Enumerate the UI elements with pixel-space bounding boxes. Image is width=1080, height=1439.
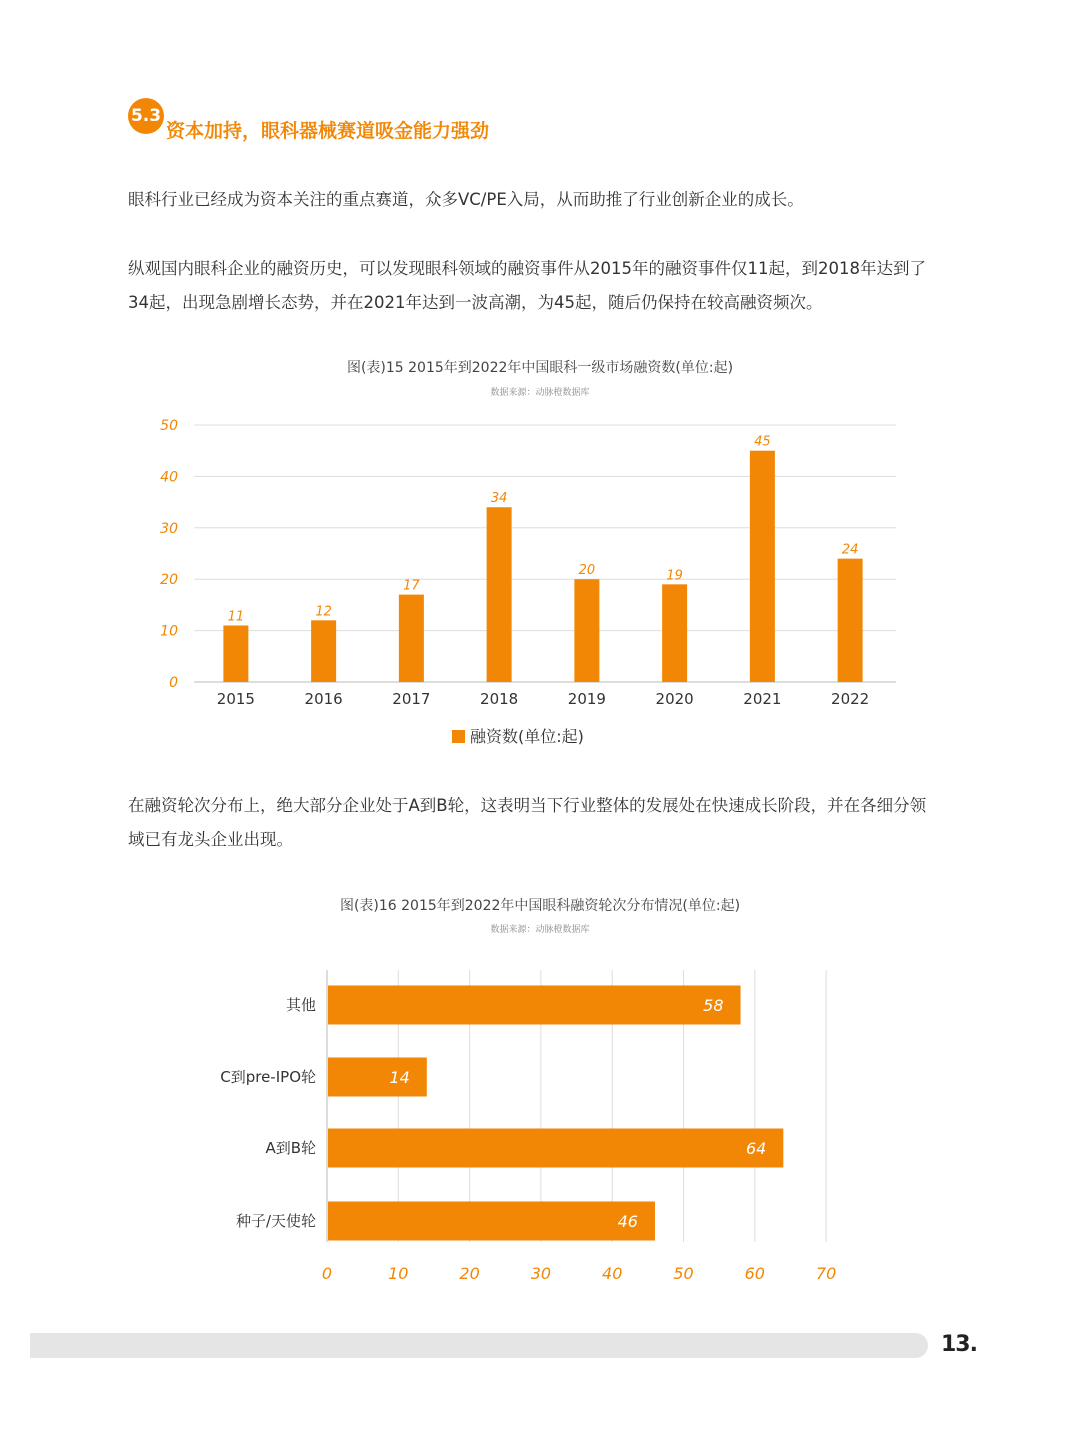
chart2-x-tick-label: 0 bbox=[321, 1264, 333, 1283]
chart1-bar bbox=[662, 584, 687, 682]
chart1-x-tick-label: 2019 bbox=[567, 690, 606, 708]
chart2-source: 数据来源：动脉橙数据库 bbox=[490, 925, 590, 935]
chart1-x-tick-label: 2018 bbox=[480, 690, 519, 708]
chart2-x-tick-label: 30 bbox=[530, 1264, 552, 1283]
chart2-data-label: 46 bbox=[617, 1212, 638, 1231]
chart1-x-tick-label: 2015 bbox=[216, 690, 255, 708]
chart1-bar bbox=[750, 451, 775, 682]
chart2-category-label: C到pre-IPO轮 bbox=[220, 1068, 316, 1086]
chart2-data-label: 58 bbox=[703, 996, 724, 1015]
chart2-category-label: 其他 bbox=[285, 996, 316, 1014]
chart1-y-tick-label: 10 bbox=[160, 623, 178, 640]
chart1-y-tick-label: 40 bbox=[160, 469, 178, 486]
paragraph-intro: 眼科行业已经成为资本关注的重点赛道，众多VC/PE入局，从而助推了行业创新企业的成长。 bbox=[128, 190, 804, 209]
chart2-bar bbox=[328, 986, 741, 1025]
chart2-x-tick-label: 60 bbox=[744, 1264, 765, 1283]
chart1-data-label: 20 bbox=[578, 563, 596, 579]
chart2-bar bbox=[328, 1058, 427, 1097]
chart1-y-tick-label: 20 bbox=[160, 572, 178, 589]
chart2-title: 图(表)16 2015年到2022年中国眼科融资轮次分布情况(单位:起) bbox=[339, 898, 741, 914]
chart1-bar bbox=[574, 579, 599, 682]
chart2-category-label: A到B轮 bbox=[265, 1139, 316, 1157]
chart1-data-label: 11 bbox=[227, 609, 245, 625]
chart1-x-tick-label: 2021 bbox=[743, 690, 782, 708]
chart2-x-tick-label: 40 bbox=[602, 1264, 623, 1283]
section-number-badge: 5.3 bbox=[128, 98, 164, 134]
chart1-title: 图(表)15 2015年到2022年中国眼科一级市场融资数(单位:起) bbox=[346, 360, 734, 376]
chart1-data-label: 12 bbox=[315, 604, 332, 620]
page-number: 13. bbox=[941, 1332, 977, 1357]
section-title: 资本加持，眼科器械赛道吸金能力强劲 bbox=[166, 120, 490, 142]
chart2-bar bbox=[328, 1202, 655, 1241]
chart1-x-tick-label: 2022 bbox=[831, 690, 870, 708]
chart1-x-tick-label: 2017 bbox=[392, 690, 431, 708]
chart1-data-label: 34 bbox=[490, 491, 508, 507]
chart2-category-label: 种子/天使轮 bbox=[235, 1212, 316, 1230]
chart2-bar bbox=[328, 1129, 783, 1168]
chart1-y-tick-label: 0 bbox=[169, 675, 178, 691]
chart1-data-label: 19 bbox=[666, 568, 683, 584]
chart1-y-tick-label: 50 bbox=[160, 418, 178, 434]
chart1-bar bbox=[487, 507, 512, 682]
chart2-data-label: 14 bbox=[389, 1068, 410, 1087]
chart1-legend-swatch bbox=[452, 730, 465, 743]
chart1-bar bbox=[399, 595, 424, 682]
chart1-y-tick-label: 30 bbox=[160, 520, 178, 537]
paragraph-round-distribution: 在融资轮次分布上，绝大部分企业处于A到B轮，这表明当下行业整体的发展处在快速成长阶段，并在各细分领域已有龙头企业出现。 bbox=[128, 796, 927, 849]
chart1-data-label: 17 bbox=[403, 578, 420, 594]
financing-count-bar-chart bbox=[0, 410, 1080, 760]
chart1-legend-label: 融资数(单位:起) bbox=[470, 727, 584, 746]
chart2-data-label: 64 bbox=[745, 1139, 767, 1158]
chart1-bar bbox=[223, 625, 248, 682]
chart1-x-tick-label: 2020 bbox=[655, 690, 694, 708]
chart2-x-tick-label: 70 bbox=[815, 1264, 837, 1283]
round-distribution-bar-chart bbox=[0, 960, 1080, 1300]
chart1-bar bbox=[838, 559, 863, 682]
paragraph-financing-history: 纵观国内眼科企业的融资历史，可以发现眼科领域的融资事件从2015年的融资事件仅11起，到2018年达到了34起，出现急剧增长态势，并在2021年达到一波高潮，为45起，随后仍保持在较高融资频次。 bbox=[128, 259, 926, 312]
chart1-x-tick-label: 2016 bbox=[304, 690, 343, 708]
footer-bar bbox=[30, 1333, 928, 1358]
chart1-data-label: 24 bbox=[841, 542, 859, 558]
chart1-data-label: 45 bbox=[754, 434, 771, 450]
chart2-x-tick-label: 20 bbox=[459, 1264, 480, 1283]
chart1-bar bbox=[311, 620, 336, 682]
chart2-x-tick-label: 50 bbox=[673, 1264, 694, 1283]
chart2-x-tick-label: 10 bbox=[388, 1264, 409, 1283]
chart1-source: 数据来源：动脉橙数据库 bbox=[490, 388, 590, 398]
